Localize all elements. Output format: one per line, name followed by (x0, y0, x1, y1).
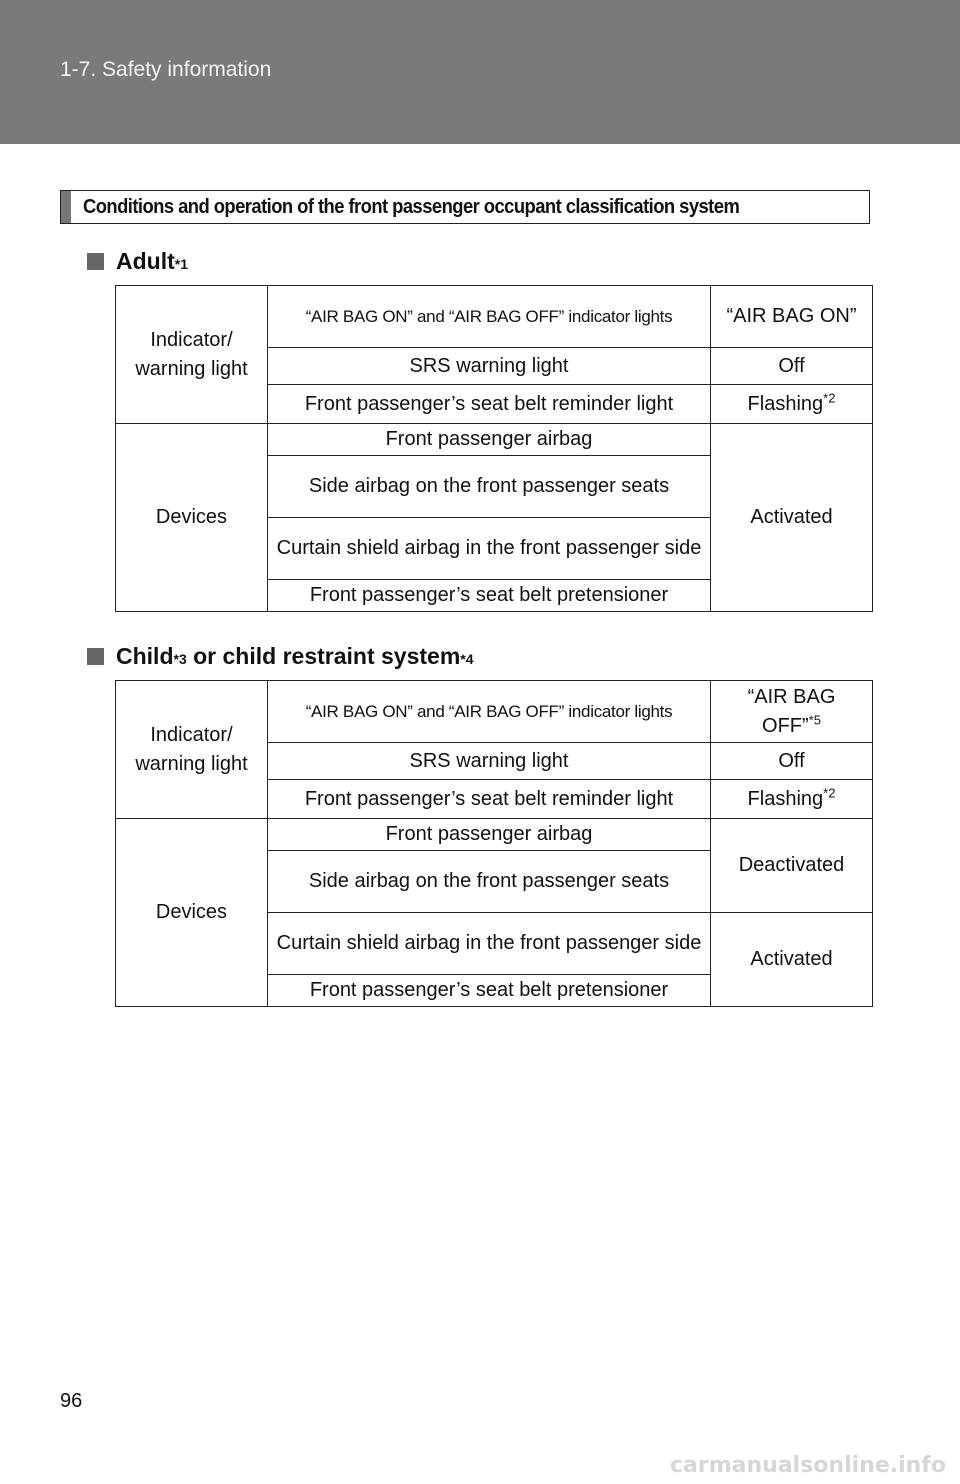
row-group-label: Indicator/ warning light (116, 681, 268, 819)
footnote-ref: *2 (823, 784, 836, 800)
page-title: Conditions and operation of the front passenger occupant classification system (83, 195, 740, 218)
subheading-child-label-rest: or child restraint system (186, 643, 461, 669)
table-cell: Activated (711, 913, 873, 1007)
table-cell: Activated (711, 424, 873, 612)
cell-text: Flashing (747, 787, 824, 810)
footnote-ref: *1 (174, 256, 188, 272)
title-box (60, 190, 870, 224)
section-title: 1-7. Safety information (60, 58, 272, 81)
table-cell: Off (711, 743, 873, 780)
table-cell: “AIR BAG ON” and “AIR BAG OFF” indicator lights (268, 286, 711, 348)
table-cell: Off (711, 348, 873, 385)
table-cell (711, 385, 873, 424)
footnote-ref: *2 (823, 389, 836, 405)
table-cell: “AIR BAG ON” (711, 286, 873, 348)
table-row (116, 424, 873, 456)
subheading-child-label: Child (116, 643, 174, 669)
table-cell: SRS warning light (268, 348, 711, 385)
row-group-label: Indicator/ warning light (116, 286, 268, 424)
cell-text: “AIR BAG OFF” (747, 685, 836, 737)
title-bar (61, 191, 71, 223)
square-bullet-icon (87, 648, 104, 665)
table-cell (711, 681, 873, 743)
table-cell: Front passenger’s seat belt reminder light (268, 385, 711, 424)
table-cell: Side airbag on the front passenger seats (268, 851, 711, 913)
table-cell: Deactivated (711, 819, 873, 913)
table-cell: Front passenger’s seat belt reminder light (268, 780, 711, 819)
child-table (115, 680, 873, 1007)
table-cell: Side airbag on the front passenger seats (268, 456, 711, 518)
table-cell (711, 780, 873, 819)
table-row (116, 681, 873, 743)
watermark: carmanualsonline.info (670, 1453, 946, 1478)
subheading-adult-label: Adult (116, 248, 175, 274)
table-cell: Curtain shield airbag in the front passenger side (268, 913, 711, 975)
footnote-ref: *4 (460, 651, 474, 667)
subheading-adult (87, 248, 188, 275)
cell-text: Flashing (747, 392, 824, 415)
subheading-child (87, 643, 474, 670)
table-cell: Front passenger’s seat belt pretensioner (268, 580, 711, 612)
table-cell: “AIR BAG ON” and “AIR BAG OFF” indicator lights (268, 681, 711, 743)
table-row (116, 286, 873, 348)
page-number: 96 (60, 1390, 83, 1412)
table-cell: Front passenger airbag (268, 819, 711, 851)
table-cell: SRS warning light (268, 743, 711, 780)
row-group-label: Devices (116, 819, 268, 1007)
table-cell: Front passenger’s seat belt pretensioner (268, 975, 711, 1007)
adult-table (115, 285, 873, 612)
footnote-ref: *3 (173, 651, 187, 667)
footnote-ref: *5 (808, 711, 821, 727)
table-cell: Curtain shield airbag in the front passenger side (268, 518, 711, 580)
table-row (116, 819, 873, 851)
square-bullet-icon (87, 253, 104, 270)
row-group-label: Devices (116, 424, 268, 612)
table-cell: Front passenger airbag (268, 424, 711, 456)
